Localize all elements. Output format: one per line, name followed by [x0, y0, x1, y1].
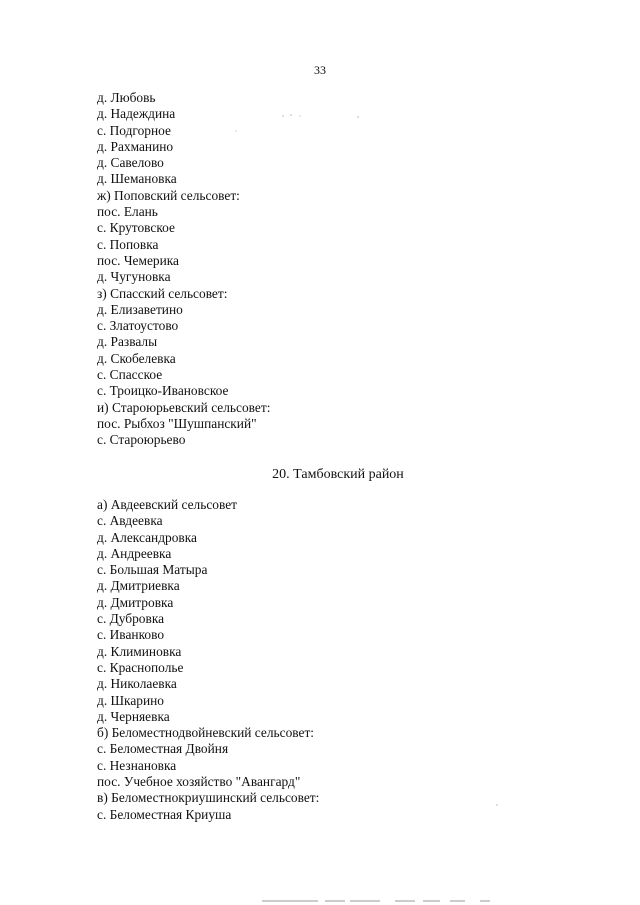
list-item: д. Чугуновка — [97, 269, 171, 285]
list-item: д. Дмитровка — [97, 594, 174, 610]
list-item: с. Большая Матыра — [97, 562, 208, 578]
list-item: а) Авдеевский сельсовет — [97, 497, 237, 512]
list-item: д. Рахманино — [97, 138, 174, 154]
list-item: в) Беломестнокриушинский сельсовет: — [97, 790, 320, 806]
list-item: с. Староюрьево — [97, 432, 186, 448]
list-item: и) Староюрьевский сельсовет: — [97, 399, 271, 415]
section-heading: 20. Тамбовский район — [272, 467, 404, 482]
list-item: д. Александровка — [97, 529, 197, 545]
list-item: д. Николаевка — [97, 676, 177, 692]
list-item: с. Поповка — [97, 236, 159, 252]
list-item: с. Краснополье — [97, 659, 184, 675]
settlement-list-top — [97, 90, 270, 449]
page-number: 33 — [314, 63, 326, 77]
list-item: д. Шемановка — [97, 171, 177, 187]
list-item: с. Беломестная Двойня — [97, 741, 229, 757]
list-item: с. Иванково — [97, 627, 165, 643]
list-item: б) Беломестнодвойневский сельсовет: — [97, 725, 315, 741]
list-item: д. Любовь — [97, 90, 156, 105]
list-item: с. Подгорное — [97, 122, 171, 138]
settlement-list-bottom — [97, 497, 319, 823]
list-item: с. Златоустово — [97, 318, 179, 334]
list-item: д. Климиновка — [97, 643, 182, 659]
list-item: с. Троицко-Ивановское — [97, 383, 229, 399]
list-item: пос. Елань — [97, 204, 158, 220]
list-item: д. Скобелевка — [97, 350, 176, 366]
list-item: пос. Чемерика — [97, 252, 180, 268]
list-item: с. Беломестная Криуша — [97, 806, 232, 822]
list-item: с. Незнановка — [97, 757, 177, 773]
list-item: пос. Учебное хозяйство "Авангард" — [97, 774, 301, 790]
list-item: с. Спасское — [97, 367, 163, 383]
list-item: д. Шкарино — [97, 692, 164, 708]
list-item: д. Андреевка — [97, 545, 172, 561]
list-item: д. Елизаветино — [97, 301, 183, 317]
list-item: ж) Поповский сельсовет: — [97, 187, 240, 203]
list-item: пос. Рыбхоз "Шушпанский" — [97, 415, 257, 431]
list-item: с. Крутовское — [97, 220, 175, 236]
list-item: д. Надеждина — [97, 106, 176, 122]
list-item: д. Развалы — [97, 334, 158, 350]
list-item: д. Дмитриевка — [97, 578, 180, 594]
list-item: д. Савелово — [97, 155, 164, 171]
list-item: з) Спасский сельсовет: — [97, 285, 228, 301]
list-item: д. Черняевка — [97, 708, 170, 724]
list-item: с. Авдеевка — [97, 513, 163, 529]
list-item: с. Дубровка — [97, 611, 165, 627]
